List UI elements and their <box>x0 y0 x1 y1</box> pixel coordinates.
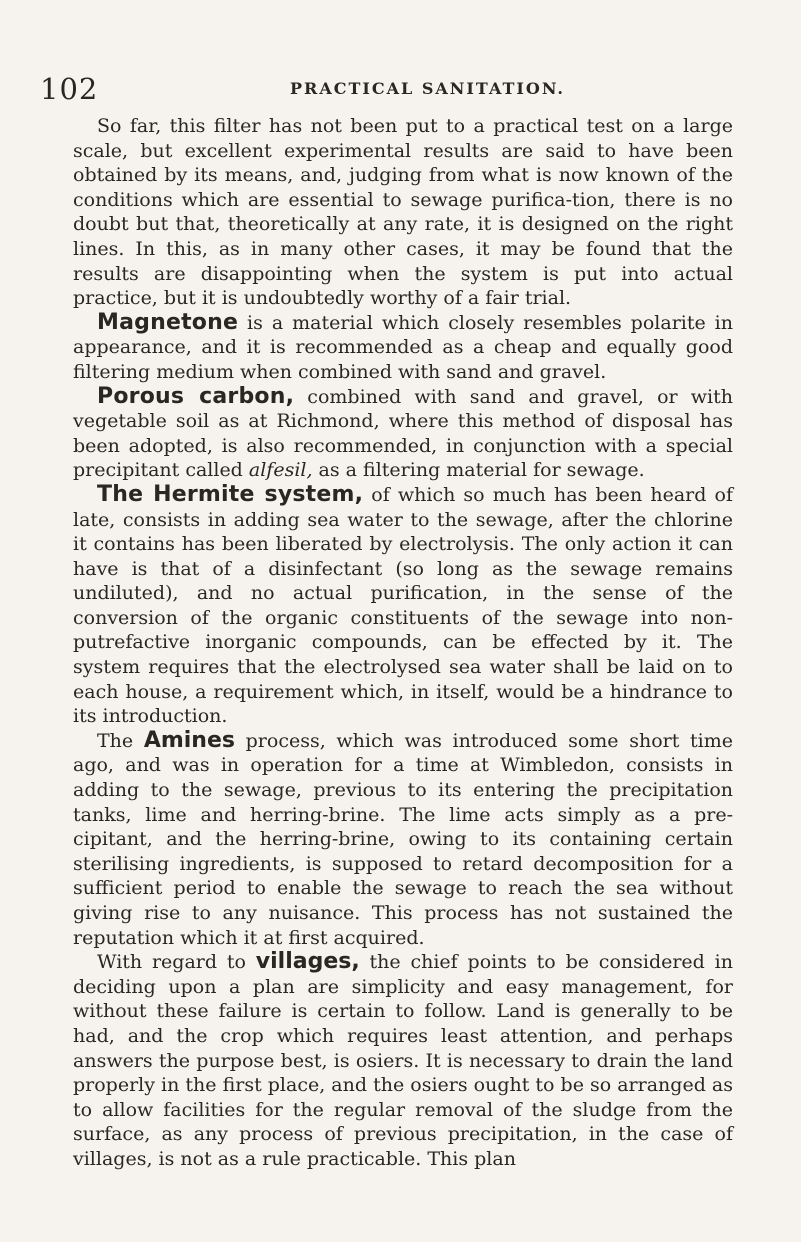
paragraph-porous-carbon <box>73 385 733 483</box>
paragraph-text: as a filtering material for sewage. <box>312 459 645 482</box>
side-heading-amines: Amines <box>143 727 235 753</box>
italic-term-alfesil: alfesil, <box>248 459 313 482</box>
side-heading-porous-carbon: Porous carbon, <box>97 383 295 409</box>
page-number: 102 <box>40 72 99 106</box>
body-text <box>73 114 733 1172</box>
side-heading-villages: villages, <box>255 949 360 975</box>
paragraph-text: With regard to <box>97 951 256 974</box>
paragraph-text: So far, this filter has not been put to a practical test on a large scale, but excellent experimental results are said to have been obtained by its means, and, judging from what is now known of the conditions which are essential to sewage purifica-tion, there is no doubt but that, theoretically at any rate, it is designed on the right lines. In this, as in many other cases, it may be found that the results are disappointing when the system is put into actual practice, but it is undoubtedly worthy of a fair trial. <box>73 115 733 310</box>
paragraph-text: of which so much has been heard of late, consists in adding sea water to the sewage, after the chlorine it contains has been liberated by electrolysis. The only action it can have is that of a disinfectant (so long as the sewage remains undiluted), and no actual purification, in the sense of the conversion of the organic constituents of the sewage into non-putrefactive inorganic compounds, can be effected by it. The system requires that the electrolysed sea water shall be laid on to each house, a requirement which, in itself, would be a hindrance to its introduction. <box>73 483 734 728</box>
paragraph-text: The <box>97 729 144 752</box>
running-title: PRACTICAL SANITATION. <box>290 79 565 98</box>
paragraph-text: combined with sand and gravel, or with vegetable soil as at Richmond, where this method of disposal has been adopted, is also recommended, in conjunction with a special precipitant called <box>73 385 733 482</box>
paragraph-magnetone <box>73 311 733 385</box>
paragraph-filter-test <box>73 114 733 311</box>
side-heading-magnetone: Magnetone <box>97 309 239 335</box>
paragraph-text: process, which was introduced some short time ago, and was in operation for a time at Wimbledon, consists in adding to the sewage, previous to its entering the precipitation tanks, lime and herring-brine. The lime acts simply as a pre-cipitant, and the herring-brine, owing to its containing certain sterilising ingredients, is supposed to retard decomposition for a sufficient period to enable the sewage to reach the sea without giving rise to any nuisance. This process has not sustained the reputation which it at first acquired. <box>73 729 733 949</box>
paragraph-amines-process <box>73 729 733 950</box>
paragraph-text: is a material which closely resembles polarite in appearance, and it is recommended as a cheap and equally good filtering medium when combined with sand and gravel. <box>73 311 733 383</box>
paragraph-text: the chief points to be considered in deciding upon a plan are simplicity and easy management, for without these failure is certain to follow. Land is generally to be had, and the crop which requires least attention, and perhaps answers the purpose best, is osiers. It is necessary to drain the land properly in the first place, and the osiers ought to be so arranged as to allow facilities for the regular removal of the sludge from the surface, as any process of previous precipitation, in the case of villages, is not as a rule practicable. This plan <box>73 951 733 1170</box>
paragraph-hermite-system <box>73 483 733 729</box>
side-heading-hermite-system: The Hermite system, <box>97 481 364 507</box>
paragraph-villages <box>73 950 733 1171</box>
